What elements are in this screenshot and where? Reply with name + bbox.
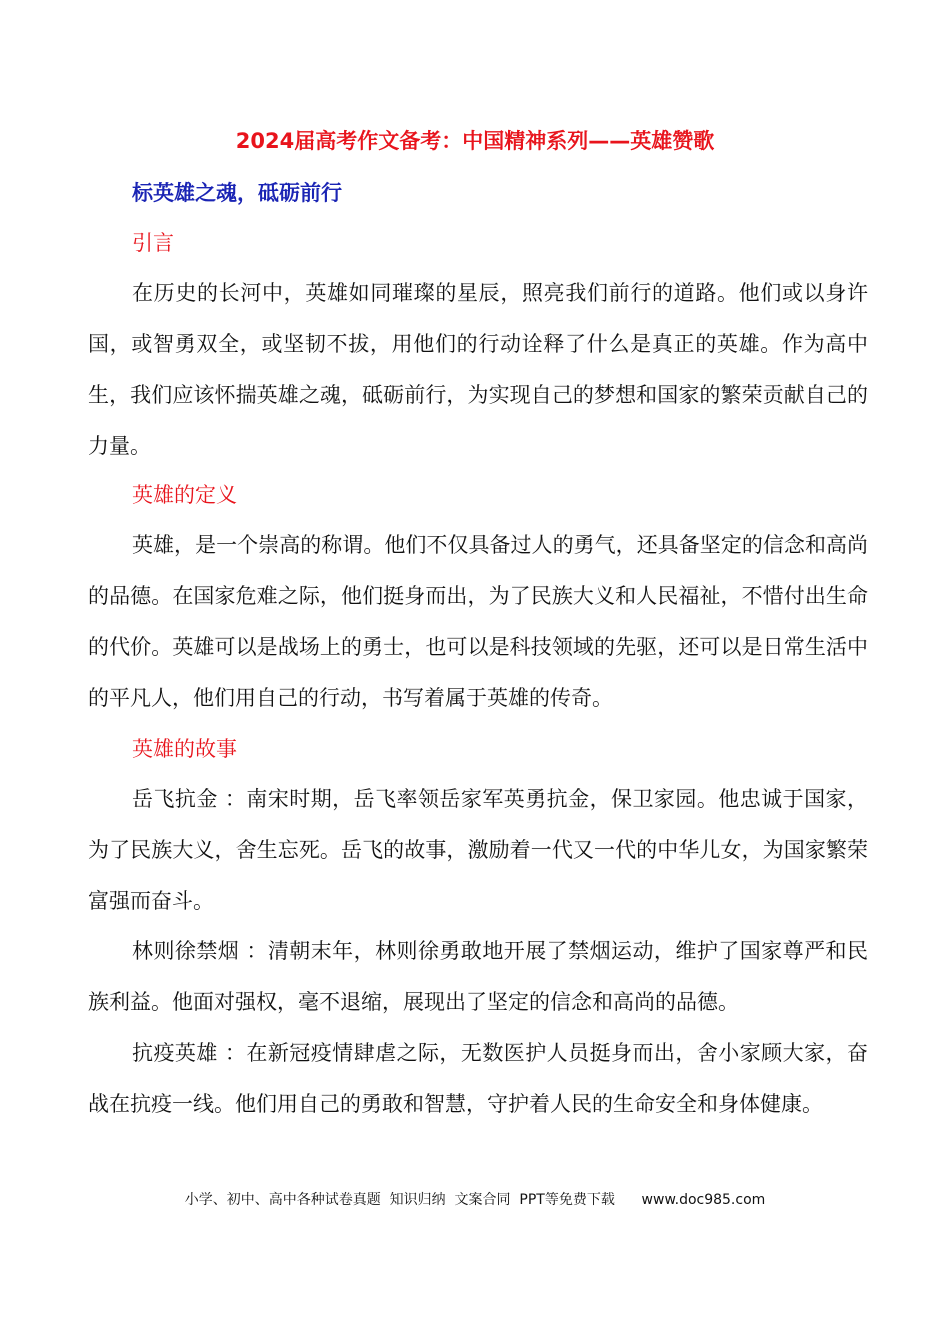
section-heading-stories: 英雄的故事 xyxy=(132,737,237,761)
page-footer xyxy=(0,1188,950,1212)
page-title: 2024届高考作文备考：中国精神系列——英雄赞歌 xyxy=(235,129,715,153)
footer-url: www.doc985.com xyxy=(641,1192,766,1208)
section-heading-intro: 引言 xyxy=(132,231,174,255)
paragraph-definition: 英雄，是一个崇高的称谓。他们不仅具备过人的勇气，还具备坚定的信念和高尚的品德。在国家危难之际，他们挺身而出，为了民族大义和人民福祉，不惜付出生命的代价。英雄可以是战场上的勇士，也可以是科技领域的先驱，还可以是日常生活中的平凡人，他们用自己的行动，书写着属于英雄的传奇。 xyxy=(88,533,868,710)
paragraph-story-linzexu: 林则徐禁烟 ：清朝末年，林则徐勇敢地开展了禁烟运动，维护了国家尊严和民族利益。他面对强权，毫不退缩，展现出了坚定的信念和高尚的品德。 xyxy=(88,939,868,1014)
paragraph-story-antiepidemic: 抗疫英雄 ：在新冠疫情肆虐之际，无数医护人员挺身而出，舍小家顾大家，奋战在抗疫一线。他们用自己的勇敢和智慧，守护着人民的生命安全和身体健康。 xyxy=(88,1041,868,1116)
footer-text: 小学、初中、高中各种试卷真题 知识归纳 文案合同 PPT等免费下载 xyxy=(184,1192,615,1208)
paragraph-story-yuefei: 岳飞抗金 ：南宋时期，岳飞率领岳家军英勇抗金，保卫家园。他忠诚于国家，为了民族大义，舍生忘死。岳飞的故事，激励着一代又一代的中华儿女，为国家繁荣富强而奋斗。 xyxy=(88,787,868,913)
paragraph-intro: 在历史的长河中，英雄如同璀璨的星辰，照亮我们前行的道路。他们或以身许国，或智勇双全，或坚韧不拔，用他们的行动诠释了什么是真正的英雄。作为高中生，我们应该怀揣英雄之魂，砥砺前行，为实现自己的梦想和国家的繁荣贡献自己的力量。 xyxy=(88,281,868,458)
page-subtitle: 标英雄之魂，砥砺前行 xyxy=(132,181,342,205)
section-heading-definition: 英雄的定义 xyxy=(132,483,237,507)
